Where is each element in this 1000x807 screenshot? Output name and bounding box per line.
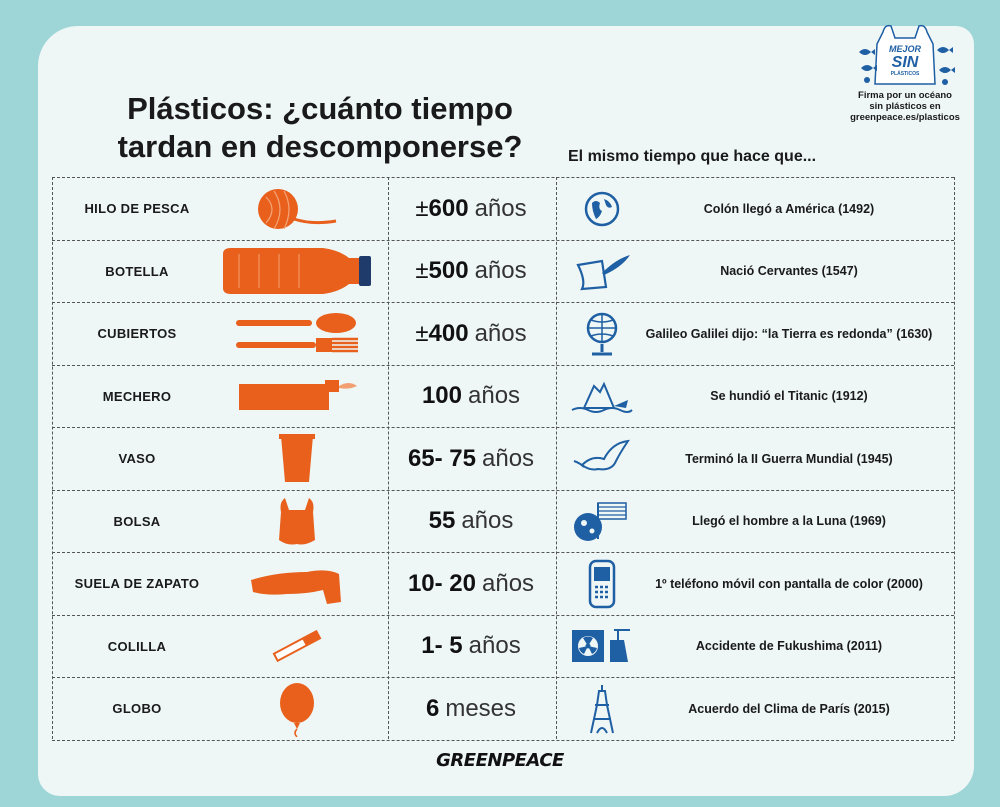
badge-text-1: MEJOR: [888, 44, 922, 54]
event-text: Se hundió el Titanic (1912): [710, 389, 868, 404]
item-label: BOTELLA: [105, 263, 169, 279]
bag-icon: [212, 491, 382, 553]
shoe-sole-icon: [212, 553, 382, 615]
table-row: [52, 678, 954, 741]
event-text: Colón llegó a América (1492): [703, 201, 875, 216]
event-text: Galileo Galilei dijo: “la Tierra es redonda” (1630): [645, 326, 933, 341]
title-line-1: Plásticos: ¿cuánto tiempo: [127, 91, 513, 126]
item-label: CUBIERTOS: [97, 326, 177, 342]
time-value: 65- 75 años: [407, 444, 535, 472]
grid-right-border: [954, 177, 955, 739]
table-row: [52, 178, 954, 241]
table-row: [52, 491, 954, 554]
table-row: [52, 428, 954, 491]
cutlery-icon: [212, 303, 382, 365]
table-row: [52, 303, 954, 366]
column-subtitle: El mismo tiempo que hace que...: [568, 148, 817, 165]
cigarette-icon: [212, 616, 382, 678]
badge-text-3: PLÁSTICOS: [890, 71, 920, 77]
time-value: 100 años: [421, 382, 521, 410]
table-row: [52, 366, 954, 429]
item-label: SUELA DE ZAPATO: [74, 576, 200, 592]
bottle-icon: [212, 241, 382, 303]
greenpeace-logo: GREENPEACE: [436, 750, 564, 771]
item-label: MECHERO: [102, 388, 172, 404]
time-value: 10- 20 años: [407, 569, 535, 597]
decomposition-table: [52, 177, 954, 740]
item-label: COLILLA: [107, 638, 167, 654]
time-value: 55 años: [428, 507, 514, 535]
time-value: ± 400 años: [415, 319, 527, 347]
lighter-icon: [212, 366, 382, 428]
time-value: 6 meses: [425, 694, 517, 722]
event-text: Accidente de Fukushima (2011): [695, 639, 883, 654]
event-text: Nació Cervantes (1547): [720, 264, 858, 279]
campaign-badge-icon: [855, 22, 955, 88]
cup-icon: [212, 428, 382, 490]
event-text: Acuerdo del Clima de París (2015): [688, 701, 890, 716]
item-label: VASO: [118, 451, 156, 467]
table-row: [52, 553, 954, 616]
item-label: BOLSA: [113, 513, 161, 529]
title-line-2: tardan en descomponerse?: [117, 129, 523, 164]
event-text: 1º teléfono móvil con pantalla de color (2000): [655, 576, 923, 591]
time-value: ± 500 años: [415, 257, 527, 285]
event-text: Terminó la II Guerra Mundial (1945): [685, 451, 893, 466]
time-value: ± 600 años: [415, 194, 527, 222]
item-label: HILO DE PESCA: [84, 201, 190, 217]
cta-url[interactable]: greenpeace.es/plasticos: [850, 112, 960, 123]
campaign-block: [830, 22, 980, 123]
item-label: GLOBO: [112, 701, 162, 717]
page-title: [90, 90, 550, 166]
fishing-line-icon: [212, 178, 382, 240]
badge-text-2: SIN: [891, 54, 919, 71]
campaign-cta: [830, 90, 980, 123]
event-text: Llegó el hombre a la Luna (1969): [692, 514, 886, 529]
time-value: 1- 5 años: [421, 632, 521, 660]
table-row: [52, 616, 954, 679]
cta-line-2: sin plásticos en: [869, 101, 941, 112]
cta-line-1: Firma por un océano: [858, 90, 952, 101]
balloon-icon: [212, 678, 382, 740]
table-row: [52, 241, 954, 304]
